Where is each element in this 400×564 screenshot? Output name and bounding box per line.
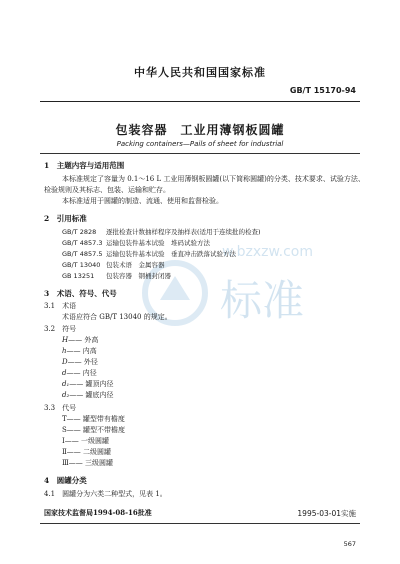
section-1-para2: 本标准适用于圆罐的制造、流通、使用和监督检验。	[62, 197, 223, 205]
document-title-cn: 包装容器 工业用薄钢板圆罐	[115, 123, 285, 137]
code-meaning: —— 二级圆罐	[66, 448, 111, 456]
symbol: d₁	[62, 380, 70, 388]
code-row	[62, 436, 109, 448]
section-3-heading: 3 术语、符号、代号	[44, 289, 117, 298]
reference-text: 运输包装件基本试验 堆码试验方法	[106, 239, 210, 247]
code-meaning: —— 一级圆罐	[64, 437, 109, 445]
reference-text: 运输包装件基本试验 垂直冲击跌落试验方法	[106, 250, 236, 258]
symbol: h	[62, 347, 67, 355]
reference-row	[62, 227, 261, 238]
section-1-para1-line1: 本标准规定了容量为 0.1～16 L 工业用薄钢板圆罐(以下简称圆罐)的分类、技术要求、试验方法、	[62, 175, 365, 183]
document-title-en: Packing containers—Pails of sheet for industrial	[116, 140, 284, 148]
reference-text: 包装容器 钢桶封闭器	[106, 272, 171, 280]
section-3-2-heading: 3.2 符号	[44, 325, 77, 333]
symbol-row	[62, 346, 97, 358]
reference-row	[62, 260, 165, 271]
reference-row	[62, 238, 210, 249]
issue-date: 国家技术监督局1994-08-16批准	[44, 508, 152, 517]
section-3-1-text: 术语应符合 GB/T 13040 的规定。	[62, 313, 172, 321]
symbol-meaning: —— 外径	[67, 358, 98, 366]
section-2-heading: 2 引用标准	[44, 214, 87, 223]
watermark-url: w.bzxzw.com	[222, 244, 313, 260]
symbol-meaning: —— 外高	[68, 336, 99, 344]
symbol-meaning: —— 罐顶内径	[69, 380, 114, 388]
title-rule	[40, 153, 360, 154]
code-meaning: —— 罐型不带檐度	[66, 426, 126, 434]
symbol: d₂	[62, 391, 70, 399]
effective-date: 1995-03-01实施	[297, 509, 356, 518]
symbol-meaning: —— 罐底内径	[69, 391, 114, 399]
code-symbol: T	[62, 415, 67, 423]
code-row	[62, 414, 125, 426]
watermark-text: 标准	[220, 276, 305, 325]
code-symbol: Ⅰ	[62, 437, 65, 445]
section-4-heading: 4 圆罐分类	[44, 476, 87, 485]
section-3-1-heading: 3.1 术语	[44, 302, 77, 310]
reference-code: GB/T 4857.3	[62, 239, 103, 247]
symbol: d	[62, 369, 67, 377]
section-4-1-text: 4.1 圆罐分为六类二种型式，见表 1。	[44, 490, 167, 498]
standard-number: GB/T 15170-94	[289, 86, 356, 95]
code-row	[62, 458, 113, 470]
reference-text: 逐批检查计数抽样程序及抽样表(适用于连续批的检查)	[106, 228, 261, 236]
reference-row	[62, 249, 236, 260]
code-symbol: Ⅲ	[62, 459, 69, 467]
section-3-3-heading: 3.3 代号	[44, 404, 77, 412]
reference-code: GB/T 2828	[62, 228, 97, 236]
reference-text: 包装术语 金属容器	[106, 261, 165, 269]
reference-code: GB/T 4857.5	[62, 250, 103, 258]
symbol-meaning: —— 内高	[66, 347, 97, 355]
symbol-meaning: —— 内径	[66, 369, 97, 377]
footer-rule	[40, 523, 360, 524]
section-1-para1-line2: 检验规则及其标志、包装、运输和贮存。	[44, 186, 170, 194]
symbol-row	[62, 379, 114, 391]
symbol-row	[62, 390, 114, 402]
code-symbol: Ⅱ	[62, 448, 67, 456]
section-1-heading: 1 主题内容与适用范围	[44, 161, 125, 170]
code-symbol: S	[62, 426, 67, 434]
symbol-row	[62, 335, 98, 347]
code-meaning: —— 三级圆罐	[68, 459, 113, 467]
reference-row	[62, 271, 171, 282]
symbol: D	[62, 358, 68, 366]
header-rule	[40, 101, 360, 102]
code-row	[62, 447, 111, 459]
reference-code: GB/T 13040	[62, 261, 101, 269]
reference-code: GB 13251	[62, 272, 95, 280]
symbol-row	[62, 368, 97, 380]
symbol-row	[62, 357, 98, 369]
page-number: 567	[343, 540, 356, 548]
standard-category-title: 中华人民共和国国家标准	[134, 66, 266, 79]
symbol: H	[62, 336, 69, 344]
code-meaning: —— 罐型带有檐度	[66, 415, 125, 423]
code-row	[62, 425, 125, 437]
